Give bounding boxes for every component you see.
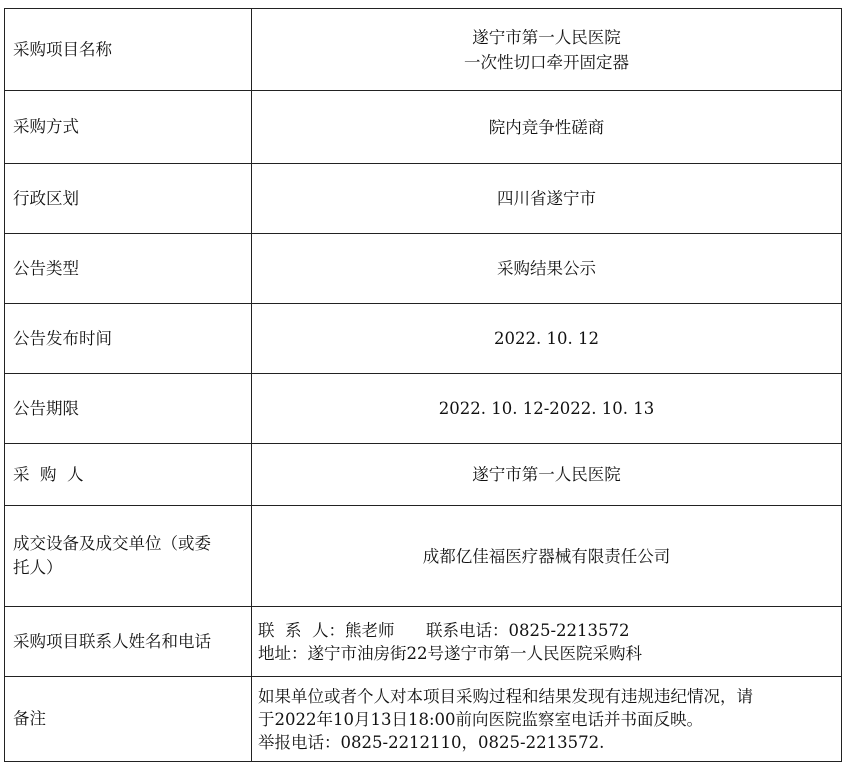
- label-line: 成交设备及成交单位（或委: [13, 534, 211, 553]
- row-label-region: 行政区划: [5, 164, 252, 234]
- row-value-purchaser: 遂宁市第一人民医院: [252, 444, 842, 506]
- row-label-remarks: 备注: [5, 677, 252, 762]
- row-value-notice-type: 采购结果公示: [252, 234, 842, 304]
- value-line: 遂宁市第一人民医院: [472, 27, 621, 47]
- table-row: [5, 164, 842, 234]
- row-label-publish-date: 公告发布时间: [5, 304, 252, 374]
- table-row: [5, 374, 842, 444]
- row-label-project-name: 采购项目名称: [5, 9, 252, 91]
- row-value-contact: [252, 607, 842, 677]
- row-label-contact: 采购项目联系人姓名和电话: [5, 607, 252, 677]
- row-label-procurement-method: 采购方式: [5, 91, 252, 164]
- table-row: [5, 444, 842, 506]
- row-label-notice-period: 公告期限: [5, 374, 252, 444]
- table-row: [5, 304, 842, 374]
- table-row: [5, 607, 842, 677]
- row-value-remarks: [252, 677, 842, 762]
- row-value-notice-period: 2022. 10. 12-2022. 10. 13: [252, 374, 842, 444]
- row-value-procurement-method: 院内竞争性磋商: [252, 91, 842, 164]
- table-row: [5, 9, 842, 91]
- table-row: [5, 91, 842, 164]
- value-line: 如果单位或者个人对本项目采购过程和结果发现有违规违纪情况，请: [258, 686, 753, 706]
- value-line: 联 系 人：熊老师 联系电话：0825-2213572: [258, 620, 630, 640]
- value-line: 地址：遂宁市油房街22号遂宁市第一人民医院采购科: [258, 643, 642, 663]
- label-line: 托人）: [13, 558, 63, 577]
- table-row: [5, 506, 842, 607]
- row-value-region: 四川省遂宁市: [252, 164, 842, 234]
- value-line: 一次性切口牵开固定器: [464, 52, 629, 72]
- row-value-winning-supplier: 成都亿佳福医疗器械有限责任公司: [252, 506, 842, 607]
- row-value-project-name: [252, 9, 842, 91]
- row-label-purchaser: 采 购 人: [5, 444, 252, 506]
- table-row: [5, 234, 842, 304]
- procurement-result-table: [4, 8, 842, 762]
- value-line: 举报电话：0825-2212110，0825-2213572.: [258, 732, 605, 752]
- row-label-notice-type: 公告类型: [5, 234, 252, 304]
- table-row: [5, 677, 842, 762]
- row-value-publish-date: 2022. 10. 12: [252, 304, 842, 374]
- row-label-winning-supplier: [5, 506, 252, 607]
- value-line: 于2022年10月13日18:00前向医院监察室电话并书面反映。: [258, 709, 704, 729]
